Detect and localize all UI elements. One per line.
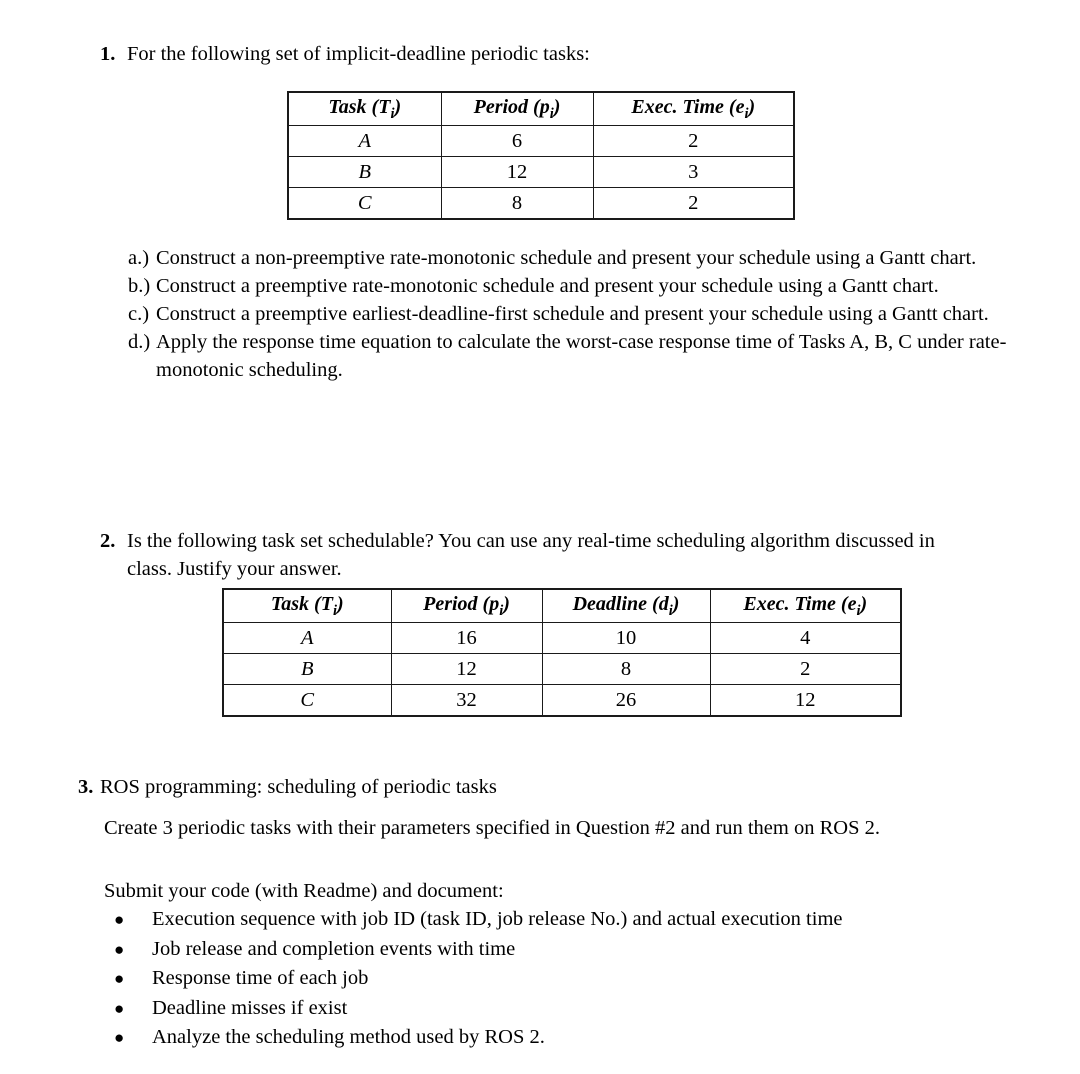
question-2 xyxy=(100,527,980,583)
list-item xyxy=(114,905,1014,935)
table1-cell-period: 8 xyxy=(441,188,593,220)
table-row xyxy=(223,685,901,717)
table1-cell-exec: 2 xyxy=(593,126,794,157)
table-row xyxy=(288,157,794,188)
table2-header-deadline: Deadline $(d_i)$ xyxy=(542,589,710,623)
table2-header-exec: Exec. Time $(e_i)$ xyxy=(710,589,901,623)
bullet-text: Job release and completion events with time xyxy=(152,937,516,960)
table2-header-period: Period $(p_i)$ xyxy=(391,589,542,623)
subitem-d-letter: d.) xyxy=(128,331,151,353)
list-item xyxy=(114,994,1014,1024)
table1-cell-task: B xyxy=(288,157,441,188)
table2-cell-deadline: 10 xyxy=(542,623,710,654)
table-header-row xyxy=(223,589,901,623)
bullet-icon: ● xyxy=(114,1028,125,1047)
question-3-paragraph-2: Submit your code (with Readme) and document: xyxy=(104,880,504,902)
question-3-text: ROS programming: scheduling of periodic tasks xyxy=(100,776,497,798)
question-1-subitems xyxy=(128,244,1018,384)
table-row xyxy=(288,188,794,220)
table1-header-period: Period $(p_i)$ xyxy=(441,92,593,126)
table2-cell-period: 16 xyxy=(391,623,542,654)
question-3-number: 3. xyxy=(78,776,94,798)
table-header-row xyxy=(288,92,794,126)
bullet-icon: ● xyxy=(114,939,125,959)
task-table-2 xyxy=(222,588,902,717)
question-1-text: For the following set of implicit-deadline periodic tasks: xyxy=(127,43,590,65)
list-item xyxy=(114,935,1014,965)
table1-cell-period: 6 xyxy=(441,126,593,157)
list-item xyxy=(114,964,1014,994)
bullet-text: Analyze the scheduling method used by ROS 2. xyxy=(152,1026,545,1048)
table2-cell-period: 32 xyxy=(391,685,542,717)
subitem-b-text: Construct a preemptive rate-monotonic schedule and present your schedule using a Gantt chart. xyxy=(156,275,939,297)
table1-cell-exec: 2 xyxy=(593,188,794,220)
bullet-icon: ● xyxy=(114,998,125,1018)
question-3-bullet-list xyxy=(114,905,1014,1053)
subitem-a-letter: a.) xyxy=(128,247,150,269)
table2-cell-exec: 12 xyxy=(710,685,901,717)
table2-cell-task: C xyxy=(223,685,391,717)
question-2-number: 2. xyxy=(100,530,116,552)
question-1-number: 1. xyxy=(100,43,116,65)
question-3-paragraph-1: Create 3 periodic tasks with their parameters specified in Question #2 and run them on ROS 2. xyxy=(104,817,880,839)
table1-cell-task: A xyxy=(288,126,441,157)
subitem-a xyxy=(128,244,1018,272)
task-table-1 xyxy=(287,91,795,220)
table1-cell-exec: 3 xyxy=(593,157,794,188)
question-3 xyxy=(78,773,978,801)
table1-header-exec: Exec. Time $(e_i)$ xyxy=(593,92,794,126)
table2-cell-exec: 4 xyxy=(710,623,901,654)
table2-cell-deadline: 26 xyxy=(542,685,710,717)
subitem-c xyxy=(128,300,1018,328)
subitem-b-letter: b.) xyxy=(128,275,151,297)
subitem-d xyxy=(128,328,1018,384)
subitem-c-text: Construct a preemptive earliest-deadline-first schedule and present your schedule using a Gantt chart. xyxy=(156,303,989,325)
table2-cell-period: 12 xyxy=(391,654,542,685)
table-row xyxy=(223,654,901,685)
table-row xyxy=(288,126,794,157)
bullet-text: Response time of each job xyxy=(152,967,369,989)
list-item xyxy=(114,1023,1014,1053)
bullet-icon: ● xyxy=(114,910,125,929)
bullet-icon: ● xyxy=(114,969,125,988)
table1-header-task: Task $(T_i)$ xyxy=(288,92,441,126)
subitem-c-letter: c.) xyxy=(128,303,150,325)
table2-cell-task: A xyxy=(223,623,391,654)
bullet-text: Execution sequence with job ID (task ID, job release No.) and actual execution time xyxy=(152,908,843,930)
bullet-text: Deadline misses if exist xyxy=(152,996,348,1019)
table-row xyxy=(223,623,901,654)
question-2-text: Is the following task set schedulable? You can use any real-time scheduling algorithm discussed in class. Justify your answer. xyxy=(127,530,935,580)
table1-cell-task: C xyxy=(288,188,441,220)
table1-cell-period: 12 xyxy=(441,157,593,188)
question-1 xyxy=(100,40,1000,68)
subitem-d-text: Apply the response time equation to calculate the worst-case response time of Tasks A, B, C under rate-monotonic scheduling. xyxy=(156,331,1007,381)
table2-cell-deadline: 8 xyxy=(542,654,710,685)
subitem-b xyxy=(128,272,1018,300)
table2-cell-exec: 2 xyxy=(710,654,901,685)
table2-header-task: Task $(T_i)$ xyxy=(223,589,391,623)
subitem-a-text: Construct a non-preemptive rate-monotonic schedule and present your schedule using a Gantt chart. xyxy=(156,247,977,269)
table2-cell-task: B xyxy=(223,654,391,685)
